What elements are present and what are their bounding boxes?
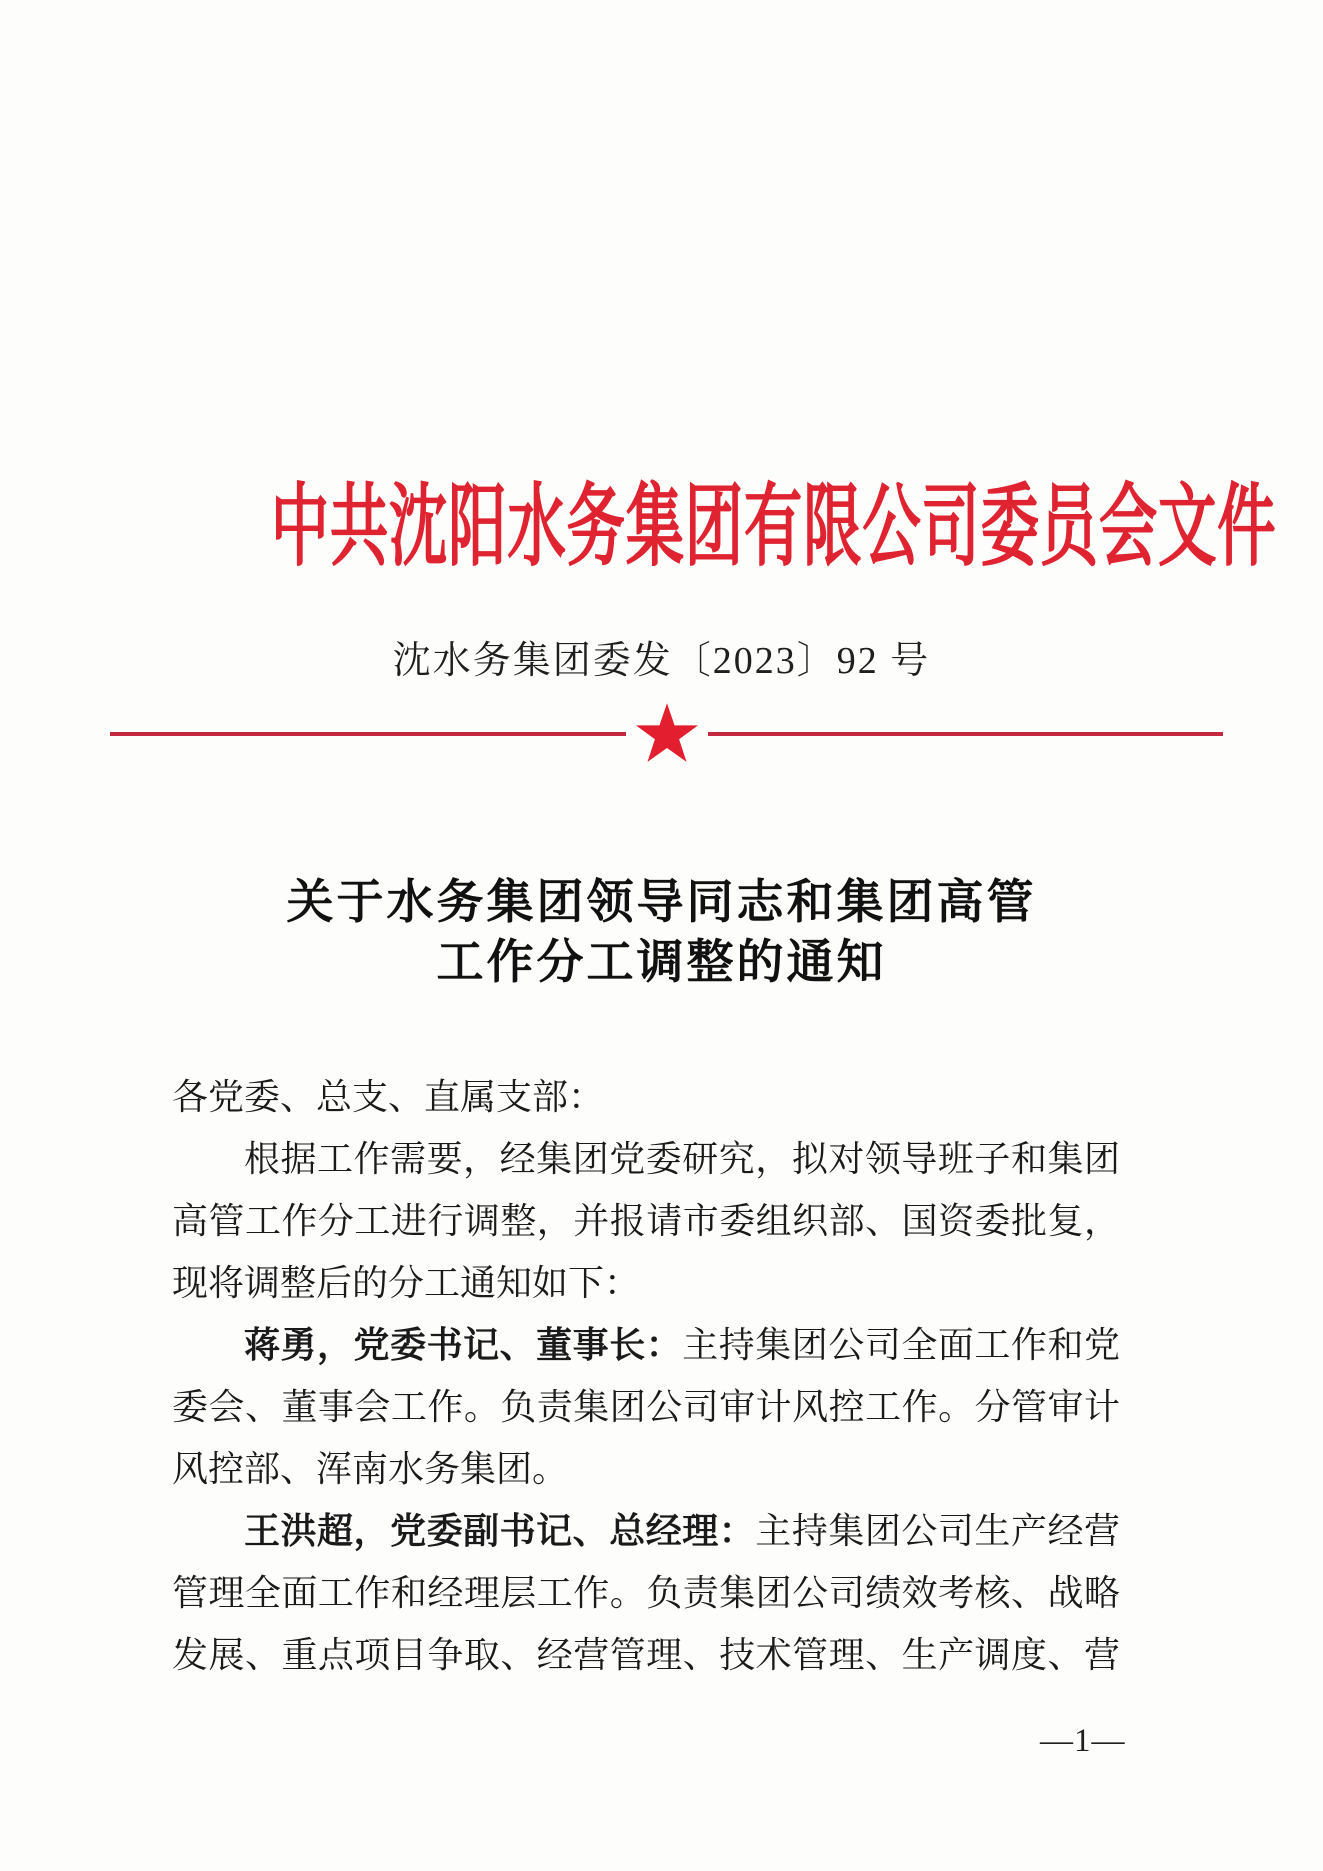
body-line: 根据工作需要，经集团党委研究，拟对领导班子和集团: [244, 1139, 1120, 1179]
body-text: [172, 1066, 1120, 1686]
doc-title-line1: 关于水务集团领导同志和集团高管: [286, 877, 1037, 929]
masthead: [0, 478, 1323, 578]
divider-line-left: [110, 732, 626, 736]
page-number: —1—: [1040, 1723, 1126, 1759]
red-star-icon: [635, 703, 699, 765]
doc-title-line2: 工作分工调整的通知: [436, 937, 887, 989]
org-title: 中共沈阳水务集团有限公司委员会文件: [270, 478, 1277, 577]
red-divider: [110, 702, 1223, 766]
body-line: 王洪超，党委副书记、总经理：主持集团公司生产经营: [244, 1510, 1120, 1551]
body-line: 管理全面工作和经理层工作。负责集团公司绩效考核、战略: [172, 1573, 1120, 1613]
divider-line-right: [708, 732, 1224, 736]
leader-name-bold: 王洪超，党委副书记、总经理：: [244, 1510, 756, 1551]
body-line: 各党委、总支、直属支部：: [172, 1077, 605, 1117]
leader-name-bold: 蒋勇，党委书记、董事长：: [244, 1324, 683, 1365]
body-line: 发展、重点项目争取、经营管理、技术管理、生产调度、营: [172, 1635, 1120, 1675]
doc-title: [0, 873, 1323, 993]
body-line: 委会、董事会工作。负责集团公司审计风控工作。分管审计: [172, 1387, 1120, 1427]
body-line: 风控部、浑南水务集团。: [172, 1449, 569, 1489]
body-line: 现将调整后的分工通知如下：: [172, 1263, 641, 1303]
body-line: 蒋勇，党委书记、董事长：主持集团公司全面工作和党: [244, 1324, 1120, 1365]
doc-number: 沈水务集团委发〔2023〕92 号: [392, 640, 931, 682]
body-line: 高管工作分工进行调整，并报请市委组织部、国资委批复，: [172, 1201, 1120, 1241]
